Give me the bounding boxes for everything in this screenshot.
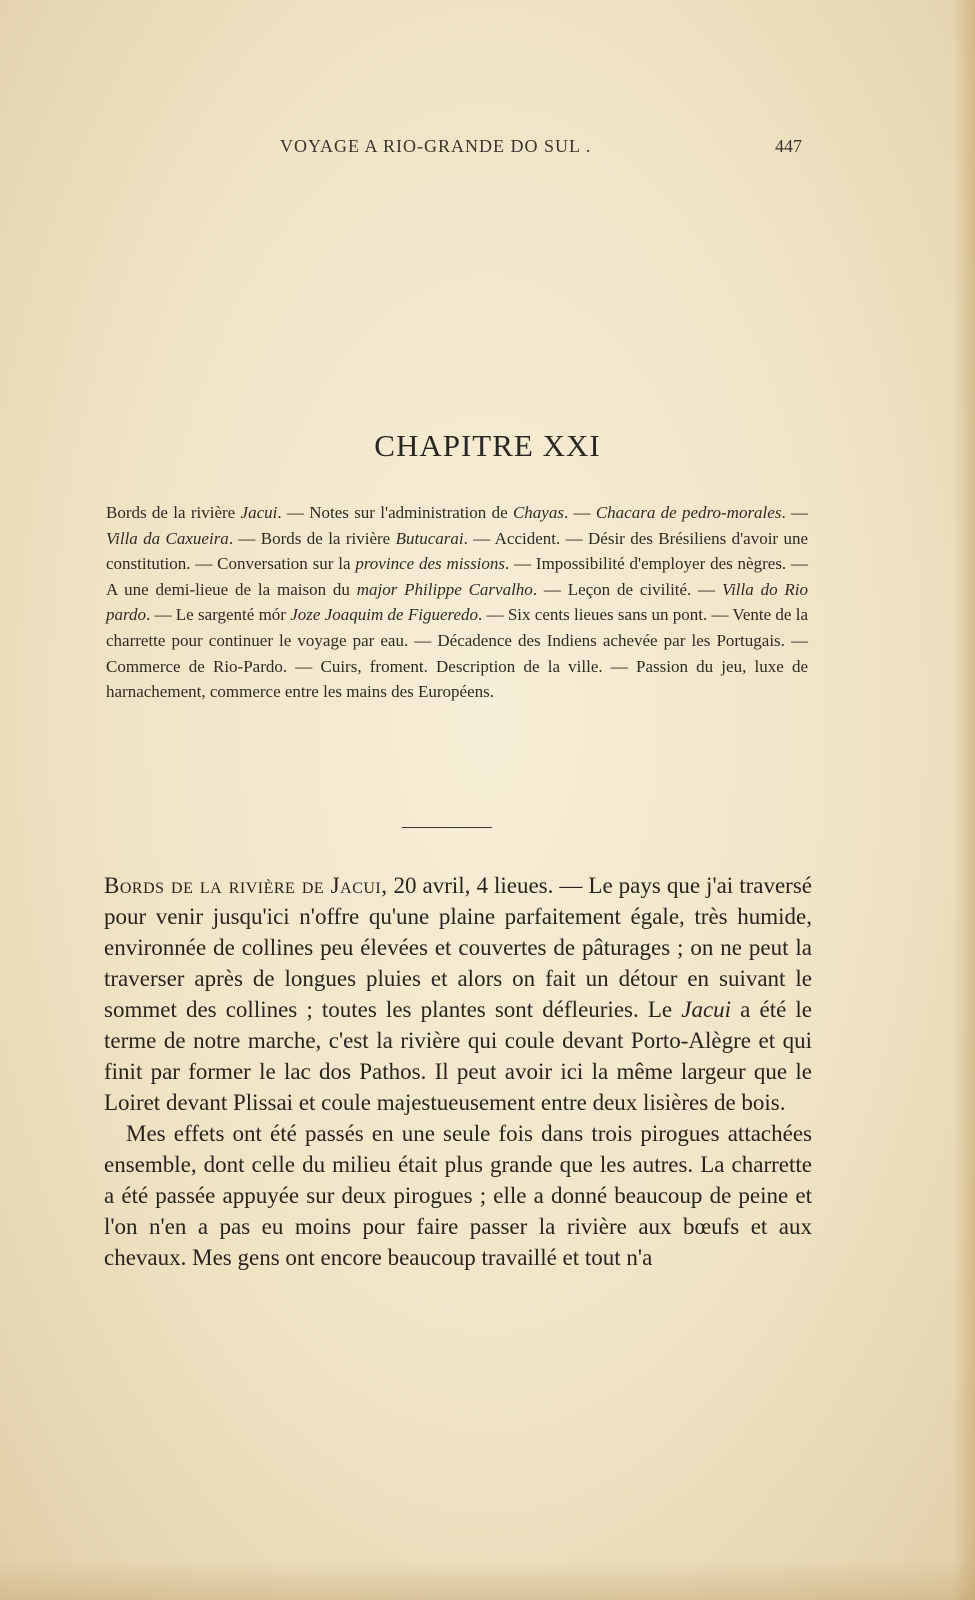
chapter-summary	[106, 500, 808, 705]
paragraph-text: 20 avril, 4 lieues. — Le pays que j'ai traversé pour venir jusqu'ici n'offre qu'une plaine parfaitement égale, très humide, environnée de collines peu élevées et couvertes de pâturages ; on ne peut la traverser après de longues pluies et alors on fait un détour en suivant le sommet des collines ; toutes les plantes sont défleuries. Le	[104, 873, 812, 1022]
summary-name: major Philippe Carvalho	[356, 579, 533, 599]
summary-name: Chayas	[512, 503, 564, 522]
paragraph-text: a été le terme de notre marche, c'est la rivière qui coule devant Porto-Alègre et qui finit par former le lac dos Pathos. Il peut avoir ici la même largeur que le Loiret devant Plissai et coule majestueusement entre deux lisières de bois.	[104, 997, 813, 1115]
section-divider	[402, 827, 492, 828]
paragraph-emphasis: Jacui	[681, 997, 732, 1022]
summary-text: . — Le sargenté mór	[146, 605, 291, 625]
paragraph	[104, 870, 812, 1118]
summary-text: . — Leçon de civilité. —	[532, 579, 722, 599]
summary-text: . — Bords de la rivière	[228, 528, 396, 548]
chapter-title: CHAPITRE XXI	[374, 428, 601, 463]
summary-place: Chacara de pedro-morales	[595, 503, 782, 522]
summary-text: Bords de la rivière	[106, 503, 241, 522]
summary-text: . — Six cents lieues sans un pont. — Vente de la charrette pour continuer le voyage par eau. — Décadence des Indiens achevée par les Portugais. — Commerce de Rio-Pardo. — Cuirs, froment. Description de la ville. — Passion du jeu, luxe de harnachement, commerce entre les mains des Européens.	[106, 605, 808, 702]
page-bottom-shadow	[0, 1560, 975, 1600]
page-number: 447	[775, 136, 802, 156]
paragraph: Mes effets ont été passés en une seule fois dans trois pirogues attachées ensemble, dont celle du milieu était plus grande que les autres. La charrette a été passée appuyée sur deux pirogues ; elle a donné beaucoup de peine et l'on n'en a pas eu moins pour faire passer la rivière aux bœufs et aux chevaux. Mes gens ont encore beaucoup travaillé et tout n'a	[104, 1121, 812, 1270]
summary-text: . —	[781, 503, 809, 522]
summary-place: Jacui	[240, 503, 278, 522]
summary-place: Villa do Rio pardo	[106, 579, 808, 625]
summary-text: . — Accident. — Désir des Brésiliens d'avoir une constitution. — Conversation sur la	[106, 528, 809, 574]
running-head: VOYAGE A RIO-GRANDE DO SUL .	[280, 136, 592, 156]
summary-text: . —	[563, 503, 596, 522]
summary-text: . — Impossibilité d'employer des nègres. — A une demi-lieue de la maison du	[106, 554, 808, 599]
summary-place: Butucarai	[395, 528, 464, 548]
summary-text: . — Notes sur l'administration de	[277, 503, 513, 522]
summary-place: province des missions	[355, 554, 506, 574]
paragraph-lead: Bords de la rivière de Jacui,	[104, 873, 388, 898]
summary-place: Villa da Caxueira	[106, 528, 229, 548]
page-edge-shadow	[953, 0, 975, 1600]
body-text	[104, 870, 812, 1273]
summary-name: Joze Joaquim de Figueredo	[290, 605, 479, 625]
